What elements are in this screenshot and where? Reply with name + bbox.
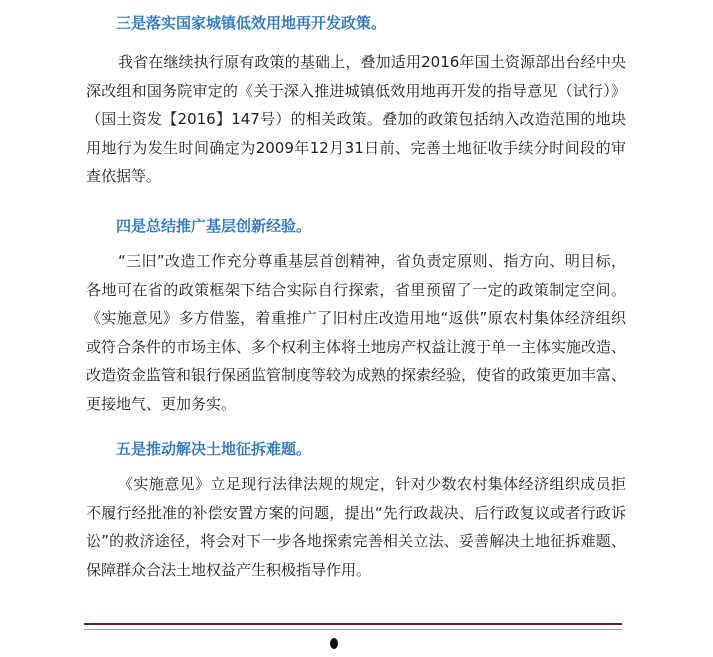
footer-rule-bottom xyxy=(84,629,622,630)
paragraph-section-4: “三旧”改造工作充分尊重基层首创精神，省负责定原则、指方向、明目标，各地可在省的政策框架下结合实际自行探索，省里预留了一定的政策制定空间。《实施意见》多方借鉴，着重推广了旧村庄改造用地“返供”原农村集体经济组织或符合条件的市场主体、多个权利主体将土地房产权益让渡于单一主体实施改造、改造资金监管和银行保函监管制度等较为成熟的探索经验，使省的政策更加丰富、更接地气、更加务实。 xyxy=(86,252,627,413)
paragraph-section-5: 《实施意见》立足现行法律法规的规定，针对少数农村集体经济组织成员拒不履行经批准的补偿安置方案的问题，提出“先行政裁决、后行政复议或者行政诉讼”的救济途径，将会对下一步各地探索完善相关立法、妥善解决土地征拆难题、保障群众合法土地权益产生积极指导作用。 xyxy=(86,475,626,579)
heading-section-5: 五是推动解决土地征拆难题。 xyxy=(116,440,312,458)
heading-section-3: 三是落实国家城镇低效用地再开发政策。 xyxy=(116,14,387,32)
page-marker-dot xyxy=(330,638,338,649)
footer-rule-top xyxy=(84,623,622,625)
paragraph-section-3: 我省在继续执行原有政策的基础上，叠加适用2016年国土资源部出台经中央深改组和国务院审定的《关于深入推进城镇低效用地再开发的指导意见（试行）》（国土资发【2016】147号）的相关政策。叠加的政策包括纳入改造范围的地块用地行为发生时间确定为2009年12月31日前、完善土地征收手续分时间段的审查依据等。 xyxy=(86,53,626,185)
heading-section-4: 四是总结推广基层创新经验。 xyxy=(116,217,312,235)
